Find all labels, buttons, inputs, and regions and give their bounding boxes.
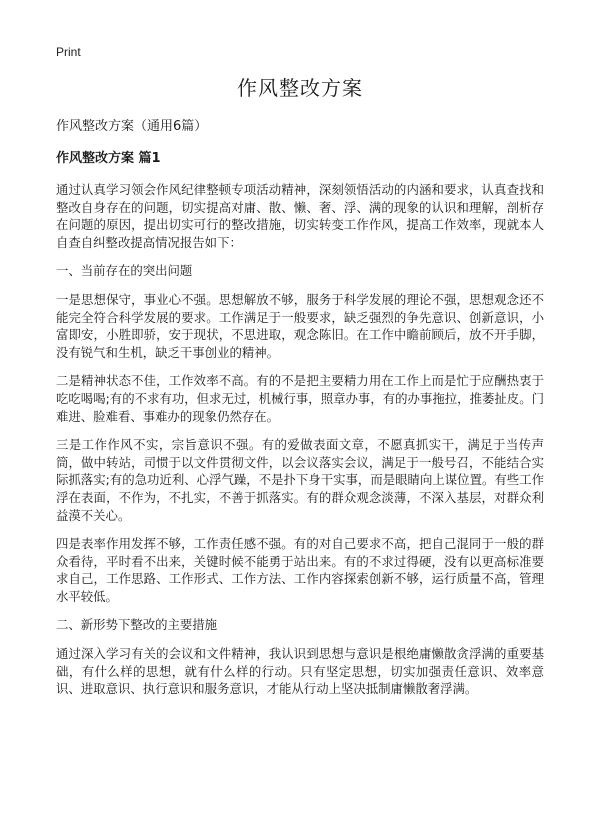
- paragraph-measures-1: 通过深入学习有关的会议和文件精神，我认识到思想与意识是根绝庸懒散贪浮满的重要基础，有什么样的思想，就有什么样的行动。只有坚定思想，切实加强责任意识、效率意识、进取意识、执行意识和服务意识，才能从行动上坚决抵制庸懒散奢浮满。: [56, 646, 544, 697]
- heading-measures: 二、新形势下整改的主要措施: [56, 617, 218, 633]
- paragraph-problem-3: 三是工作作风不实，宗旨意识不强。有的爱做表面文章，不愿真抓实干，满足于当传声筒，做中转站，司惯于以文件贯彻文件，以会议落实会议，满足于一般号召，不能结合实际抓落实;有的急功近利、心浮气躁，不是扑下身干实事，而是眼睛向上谋位置。有些工作浮在表面，不作为，不扎实，不善于抓落实。有的群众观念淡薄，不深入基层，对群众利益漠不关心。: [56, 437, 544, 523]
- heading-current-problems: 一、当前存在的突出问题: [56, 263, 193, 279]
- section-title: 作风整改方案 篇1: [56, 151, 161, 166]
- document-title: 作风整改方案: [237, 76, 363, 100]
- paragraph-problem-4: 四是表率作用发挥不够，工作责任感不强。有的对自己要求不高，把自己混同于一般的群众看待，平时看不出来，关键时候不能勇于站出来。有的不求过得硬，没有以更高标准要求自己，工作思路、工作形式、工作方法、工作内容探索创新不够，运行质量不高，管理水平较低。: [56, 536, 544, 604]
- paragraph-problem-2: 二是精神状态不佳，工作效率不高。有的不是把主要精力用在工作上而是忙于应酬热衷于吃吃喝喝;有的不求有功，但求无过，机械行事，照章办事，有的办事拖拉，推萎扯皮。门难进、脸难看、事难办的现象仍然存在。: [56, 373, 544, 424]
- print-label: Print: [56, 45, 81, 59]
- paragraph-problem-1: 一是思想保守，事业心不强。思想解放不够，服务于科学发展的理论不强，思想观念还不能完全符合科学发展的要求。工作满足于一般要求，缺乏强烈的争先意识、创新意识，小富即安，小胜即骄，安于现状，不思进取，观念陈旧。在工作中瞻前顾后，放不开手脚，没有锐气和生机，缺乏干事创业的精神。: [56, 291, 544, 360]
- intro-paragraph: 通过认真学习领会作风纪律整顿专项活动精神，深刻领悟活动的内涵和要求，认真查找和整改自身存在的问题，切实提高对庸、散、懒、奢、浮、满的现象的认识和理解，剖析存在问题的原因，提出切实可行的整改措施，切实转变工作作风，提高工作效率，现就本人自查自纠整改提高情况报告如下：: [56, 182, 544, 250]
- document-subtitle: 作风整改方案（通用6篇）: [56, 119, 208, 134]
